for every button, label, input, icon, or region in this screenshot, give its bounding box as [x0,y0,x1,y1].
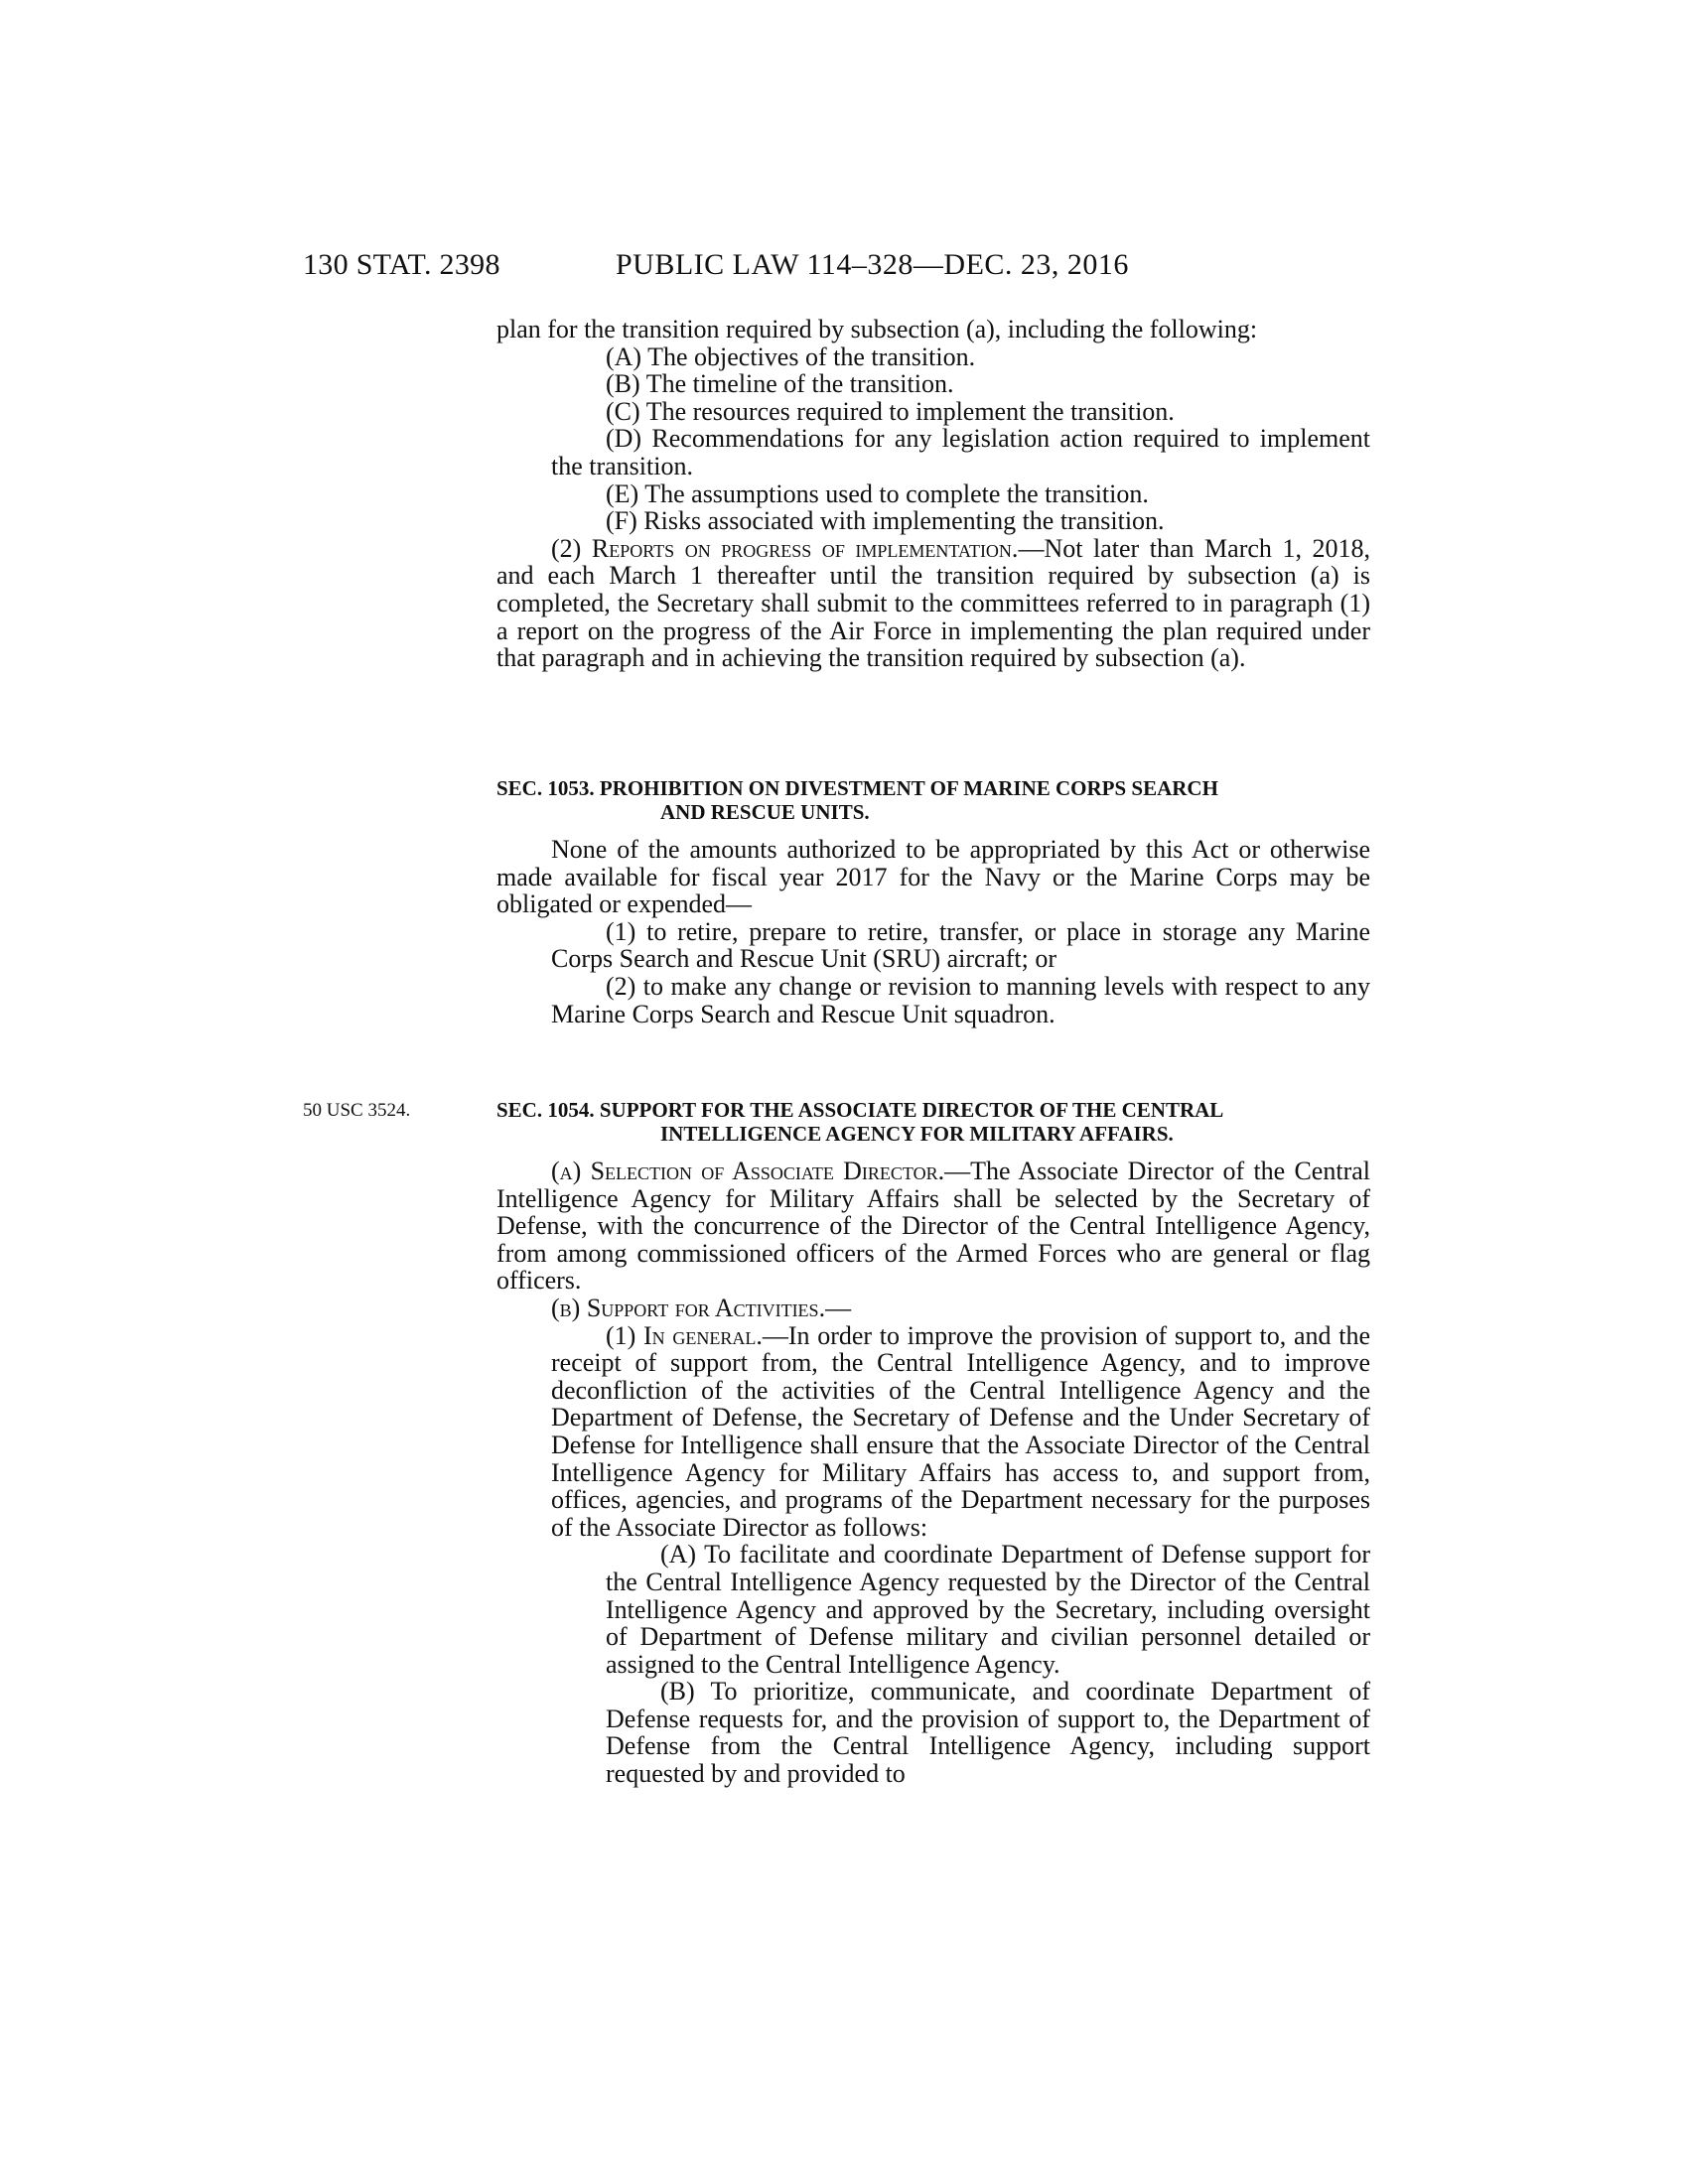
sec-1053-item-2: (2) to make any change or revision to manning levels with respect to any Marine Corps Search and Rescue Unit squadron. [551,971,1370,1028]
sec-1054-heading [496,1098,1370,1146]
sec-1053-heading [496,776,1370,824]
progress-reports-text: —Not later than March 1, 2018, and each March 1 thereafter until the transition required by subsection (a) is completed, the Secretary shall submit to the committees referred to in paragraph (1) a report on the progress of the Air Force in implementing the plan required under that paragraph and in achieving the transition required by subsection (a). [496,533,1370,673]
paragraph-b1 [496,1322,1370,1542]
usc-margin-note: 50 USC 3524. [303,1100,411,1121]
plan-intro: plan for the transition required by subsection (a), including the following: [496,315,1258,343]
sec-1054-body [496,1158,1370,1788]
sec-1054-heading-line2: INTELLIGENCE AGENCY FOR MILITARY AFFAIRS. [660,1122,1174,1146]
plan-item-b: (B) The timeline of the transition. [606,369,954,399]
plan-item-c: (C) The resources required to implement the transition. [606,396,1175,426]
running-head: PUBLIC LAW 114–328—DEC. 23, 2016 [616,248,1129,281]
statute-page-number: 130 STAT. 2398 [303,248,500,281]
paragraph-b1-label: (1) In general. [606,1320,763,1350]
plan-item-d: (D) Recommendations for any legislation action required to implement the transition. [551,424,1370,480]
sec-1053-item-1: (1) to retire, prepare to retire, transfer, or place in storage any Marine Corps Search and Rescue Unit (SRU) aircraft; or [551,916,1370,974]
subsection-a-label: (a) Selection of Associate Director. [551,1157,945,1185]
subsection-b [496,1295,1370,1322]
sec-1053-body [496,836,1370,1027]
subparagraph-b1-a: (A) To facilitate and coordinate Department of Defense support for the Central Intelligence Agency requested by the Director of the Central Intelligence Agency and approved by the Secretary, including oversight of Department of Defense military and civilian personnel detailed or assigned to the Central Intelligence Agency. [606,1540,1370,1679]
sec-1053-heading-line1: SEC. 1053. PROHIBITION ON DIVESTMENT OF MARINE CORPS SEARCH [496,776,1218,800]
progress-reports-label: (2) Reports on progress of implementation. [551,533,1019,563]
progress-reports-paragraph [496,535,1370,672]
subsection-a [496,1158,1370,1295]
subsection-a-text: —The Associate Director of the Central Intelligence Agency for Military Affairs shall be selected by the Secretary of Defense, with the concurrence of the Director of the Central Intelligence Agency, from among commissioned officers of the Armed Forces who are general or flag officers. [496,1157,1370,1296]
subparagraph-b1-b: (B) To prioritize, communicate, and coordinate Department of Defense requests for, and the provision of support to, the Department of Defense from the Central Intelligence Agency, including support requested by and provided to [606,1677,1370,1789]
sec-1053-heading-line2: AND RESCUE UNITS. [660,800,870,824]
plan-item-e: (E) The assumptions used to complete the transition. [606,478,1149,508]
subsection-b-text: — [825,1293,852,1322]
sec-1053-intro: None of the amounts authorized to be appropriated by this Act or otherwise made available for fiscal year 2017 for the Navy or the Marine Corps may be obligated or expended— [496,835,1370,919]
plan-item-a: (A) The objectives of the transition. [606,341,976,371]
subsection-b-label: (b) Support for Activities. [551,1293,826,1322]
sec-1054-heading-line1: SEC. 1054. SUPPORT FOR THE ASSOCIATE DIRECTOR OF THE CENTRAL [496,1098,1224,1122]
plan-item-f: (F) Risks associated with implementing the transition. [606,506,1165,536]
paragraph-b1-text: —In order to improve the provision of support to, and the receipt of support from, the Central Intelligence Agency, and to improve deconfliction of the activities of the Central Intelligence Agency and the Department of Defense, the Secretary of Defense and the Under Secretary of Defense for Intelligence shall ensure that the Associate Director of the Central Intelligence Agency for Military Affairs has access to, and support from, offices, agencies, and programs of the Department necessary for the purposes of the Associate Director as follows: [551,1320,1370,1542]
transition-plan-block [496,316,1370,672]
